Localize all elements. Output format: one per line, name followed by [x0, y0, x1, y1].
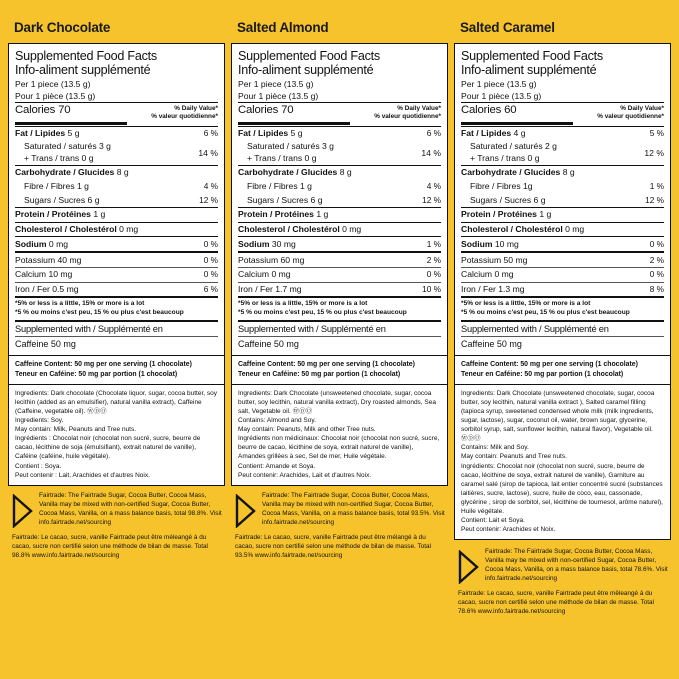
contains-en: Ingredients: Soy.: [15, 417, 64, 425]
supplement-caffeine: Caffeine 50 mg: [238, 338, 299, 349]
row-iron: Iron / Fer 1.7 mg 10 %: [238, 284, 441, 295]
row-potassium: Potassium 40 mg 0 %: [15, 254, 218, 265]
row-fat: Fat / Lipides 4 g 5 %: [461, 128, 664, 139]
nf-title-fr: Info-aliment supplémenté: [461, 63, 597, 78]
row-protein: Protein / Protéines 1 g: [461, 209, 552, 220]
row-potassium: Potassium 50 mg 2 %: [461, 254, 664, 265]
nf-title-en: Supplemented Food Facts: [15, 49, 157, 63]
row-sugars: Sugars / Sucres 6 g 12 %: [470, 194, 664, 205]
row-potassium: Potassium 60 mg 2 %: [238, 254, 441, 265]
row-fibre: Fibre / Fibres 1g 1 %: [470, 181, 664, 191]
row-iron: Iron / Fer 0.5 mg 6 %: [15, 284, 218, 295]
may-contain-en: May contain: Peanuts, Milk and other Tree nuts.: [238, 426, 376, 434]
fairtrade-text-fr: Fairtrade: Le cacao, sucre, vanille Fairtrade peut être mêleangé à du cacao, sucre non certifié selon une méthode de bilan de masse. Total 78.6% www.info.fairtrade.net/sourcing: [458, 590, 654, 616]
row-calcium: Calcium 0 mg 0 %: [461, 269, 664, 280]
ingredients-fr: Ingrédients: Chocolat noir (chocolat non sucré, sucre, beurre de cacao, lécithine de soya, extrait naturel de vanille), Garniture au caramel salé (sirop de tapioca, lait entier concentré sucré (substances laitières, sucre, lactose), sucre, huile de coco, eau, cassonade, glycérine , sirop de sorbitol, sel, lécithine de tournesol, arôme naturel), Huile végétale.: [461, 462, 663, 515]
daily-value-footnote: *5% or less is a little, 15% or more is a lot *5 % ou moins c'est peu, 15 % ou plus c'est beaucoup: [238, 300, 407, 317]
calories-value: Calories 60: [461, 103, 517, 116]
fairtrade-text-en: Fairtrade: The Fairtrade Sugar, Cocoa Butter, Cocoa Mass, Vanilla may be mixed with non-certified Sugar, Cocoa Butter, Cocoa Mass, Vanilla, on a mass balance basis, total 78.6%. Visit info.fairtrade.net/sourcing: [485, 548, 668, 583]
flavor-title: Dark Chocolate: [14, 20, 111, 35]
caffeine-content-fr: Teneur en Caféine: 50 mg par portion (1 chocolat): [238, 370, 401, 378]
caffeine-content-en: Caffeine Content: 50 mg per one serving (1 chocolate): [461, 360, 638, 368]
daily-value-footnote: *5% or less is a little, 15% or more is a lot *5 % ou moins c'est peu, 15 % ou plus c'est beaucoup: [15, 300, 184, 317]
contains-en: Contains: Milk and Soy.: [461, 444, 529, 452]
caffeine-content-fr: Teneur en Caféine: 50 mg par portion (1 chocolat): [15, 370, 178, 378]
fairtrade-text-en: Fairtrade: The Fairtrade Sugar, Cocoa Butter, Cocoa Mass, Vanilla may be mixed with non-certified Sugar, Cocoa Butter, Cocoa Mass, Vanilla, on a mass balance basis, total 98.8%. Visit info.fairtrade.net/sourcing: [39, 491, 222, 526]
caffeine-content-box: [8, 356, 225, 385]
fairtrade-text-fr: Fairtrade: Le cacao, sucre, vanille Fairtrade peut être mélangé à du cacao, sucre non certifié selon une méthode de bilan de masse. Total 93.5% www.info.fairtrade.net/sourcing: [235, 533, 431, 559]
row-fat: Fat / Lipides 5 g 6 %: [15, 128, 218, 139]
daily-value-footnote: *5% or less is a little, 15% or more is a lot *5 % ou moins c'est peu, 15 % ou plus c'est beaucoup: [461, 300, 630, 317]
supplemented-with-title: Supplemented with / Supplémenté en: [15, 323, 163, 334]
row-saturated-trans: Saturated / saturés 3 g + Trans / trans 0 g 14 %: [247, 141, 441, 163]
fairtrade-block: [8, 486, 225, 533]
row-cholesterol: Cholesterol / Cholestérol 0 mg: [461, 224, 585, 235]
row-sodium: Sodium 0 mg 0 %: [15, 238, 218, 249]
serving-size-en: Per 1 piece (13.5 g): [15, 78, 91, 89]
row-carbohydrate: Carbohydrate / Glucides 8 g: [461, 167, 575, 178]
fairtrade-block: [454, 540, 671, 589]
may-contain-fr: Peut contenir : Lait, Arachides et d'autres Noix.: [15, 471, 150, 479]
caffeine-content-en: Caffeine Content: 50 mg per one serving (1 chocolate): [238, 360, 415, 368]
ingredients-en: Ingredients: Dark chocolate (Chocolate liquor, sugar, cocoa butter, soy lecithin (added as an emulsifier), natural vanilla extract), Caffeine (Caffeine, vegetable oil). ⓌⒹⓄ: [15, 389, 217, 415]
may-contain-fr: Peut contenir: Arachides, Lait et d'autres Noix.: [238, 471, 372, 479]
supplement-caffeine: Caffeine 50 mg: [461, 338, 522, 349]
daily-value-header: % Daily Value* % valeur quotidienne*: [151, 104, 218, 120]
calories-value: Calories 70: [238, 103, 294, 116]
contains-fr: Contient: Amande et Soya.: [238, 462, 316, 470]
row-protein: Protein / Protéines 1 g: [15, 209, 106, 220]
row-cholesterol: Cholesterol / Cholestérol 0 mg: [238, 224, 362, 235]
row-fibre: Fibre / Fibres 1 g 4 %: [247, 181, 441, 191]
supplemented-with-title: Supplemented with / Supplémenté en: [461, 323, 609, 334]
row-calcium: Calcium 0 mg 0 %: [238, 269, 441, 280]
row-cholesterol: Cholesterol / Cholestérol 0 mg: [15, 224, 139, 235]
caffeine-content-box: [454, 356, 671, 385]
flavor-title: Salted Caramel: [460, 20, 555, 35]
ingredients-box: [231, 385, 448, 486]
product-column-salted-almond: [231, 12, 448, 679]
serving-size-fr: Pour 1 pièce (13.5 g): [461, 90, 542, 101]
row-sodium: Sodium 30 mg 1 %: [238, 238, 441, 249]
row-sodium: Sodium 10 mg 0 %: [461, 238, 664, 249]
calories-row: [238, 103, 441, 122]
ingredients-box: [8, 385, 225, 486]
row-sugars: Sugars / Sucres 6 g 12 %: [247, 194, 441, 205]
daily-value-header: % Daily Value* % valeur quotidienne*: [374, 104, 441, 120]
product-column-salted-caramel: [454, 12, 671, 679]
may-contain-fr: Peut contenir: Arachides et Noix.: [461, 526, 556, 534]
may-contain-en: May contain: Peanuts and Tree nuts.: [461, 453, 567, 461]
row-calcium: Calcium 10 mg 0 %: [15, 269, 218, 280]
calories-row: [461, 103, 664, 122]
row-carbohydrate: Carbohydrate / Glucides 8 g: [15, 167, 129, 178]
fairtrade-arrow-icon: [235, 492, 257, 533]
fairtrade-block: [231, 486, 448, 533]
fairtrade-arrow-icon: [458, 548, 480, 589]
fairtrade-text-fr: Fairtrade: Le cacao, sucre, vanille Fairtrade peut être méleangé à du cacao, sucre non certifié selon une méthode de bilan de masse. Total 98.8% www.info.fairtrade.net/sourcing: [12, 533, 208, 559]
product-column-dark-chocolate: [8, 12, 225, 679]
row-protein: Protein / Protéines 1 g: [238, 209, 329, 220]
caffeine-content-en: Caffeine Content: 50 mg per one serving (1 chocolate): [15, 360, 192, 368]
row-fat: Fat / Lipides 5 g 6 %: [238, 128, 441, 139]
nf-title-en: Supplemented Food Facts: [461, 49, 603, 63]
row-iron: Iron / Fer 1.3 mg 8 %: [461, 284, 664, 295]
nf-title-en: Supplemented Food Facts: [238, 49, 380, 63]
supplemented-with-title: Supplemented with / Supplémenté en: [238, 323, 386, 334]
serving-size-en: Per 1 piece (13.5 g): [461, 78, 537, 89]
daily-value-header: % Daily Value* % valeur quotidienne*: [597, 104, 664, 120]
caffeine-content-fr: Teneur en Caféine: 50 mg par portion (1 chocolat): [461, 370, 624, 378]
ingredients-box: [454, 385, 671, 541]
ingredients-fr: Ingrédients non médicinaux: Chocolat noir (chocolat non sucré, sucre, beurre de cacao, lécithine de soya, extrait naturel de vanille), Amandes grillées à sec, Sel de mer, Huile végétale.: [238, 435, 440, 461]
ingredients-en: Ingredients: Dark Chocolate (unsweetened chocolate, sugar, cocoa butter, soy lecithin, natural vanilla extract ), Salted caramel filling (tapioca syrup, sweetened condensed whole milk (milk ingredients, sugar, lactose), sugar, coconut oil, water, brown sugar, glycerine, sorbitol syrup, salt, sunflower lecithin, natural flavor), Vegetable oil. ⓌⒹⓄ: [461, 389, 655, 443]
row-saturated-trans: Saturated / saturés 3 g + Trans / trans 0 g 14 %: [24, 141, 218, 163]
may-contain-en: May contain: Milk, Peanuts and Tree nuts.: [15, 426, 137, 434]
calories-row: [15, 103, 218, 122]
row-fibre: Fibre / Fibres 1 g 4 %: [24, 181, 218, 191]
row-sugars: Sugars / Sucres 6 g 12 %: [24, 194, 218, 205]
flavor-title: Salted Almond: [237, 20, 329, 35]
caffeine-content-box: [231, 356, 448, 385]
serving-size-fr: Pour 1 pièce (13.5 g): [15, 90, 96, 101]
ingredients-en: Ingredients: Dark Chocolate (unsweetened chocolate, sugar, cocoa butter, soy lecithin, natural vanilla extract), Dry roasted almonds, Sea salt, Vegetable oil. ⓌⒹⓄ: [238, 389, 436, 415]
row-saturated-trans: Saturated / saturés 2 g + Trans / trans 0 g 12 %: [470, 141, 664, 163]
serving-size-fr: Pour 1 pièce (13.5 g): [238, 90, 319, 101]
ingredients-fr: Ingrédients : Chocolat noir (chocolat non sucré, sucre, beurre de cacao, lécithine de soja (émulsifiant), extrait naturel de vanille), Caféine (caféine, huile végétale).: [15, 435, 201, 461]
nf-title-fr: Info-aliment supplémenté: [238, 63, 374, 78]
row-carbohydrate: Carbohydrate / Glucides 8 g: [238, 167, 352, 178]
nf-title-fr: Info-aliment supplémenté: [15, 63, 151, 78]
serving-size-en: Per 1 piece (13.5 g): [238, 78, 314, 89]
contains-en: Contains: Almond and Soy.: [238, 417, 316, 425]
nutrition-facts-panel: [454, 43, 671, 356]
contains-fr: Contient : Soya.: [15, 462, 62, 470]
nutrition-facts-panel: [8, 43, 225, 356]
nutrition-facts-panel: [231, 43, 448, 356]
contains-fr: Contient: Lait et Soya.: [461, 517, 525, 525]
calories-value: Calories 70: [15, 103, 71, 116]
supplement-caffeine: Caffeine 50 mg: [15, 338, 76, 349]
fairtrade-text-en: Fairtrade: The Fairtrade Sugar, Cocoa Butter, Cocoa Mass, Vanilla may be mixed with non-certified Sugar, Cocoa Butter, Cocoa Mass, Vanilla, on a mass balance basis, total 93.5%. Visit info.fairtrade.net/sourcing: [262, 491, 445, 526]
fairtrade-arrow-icon: [12, 492, 34, 533]
